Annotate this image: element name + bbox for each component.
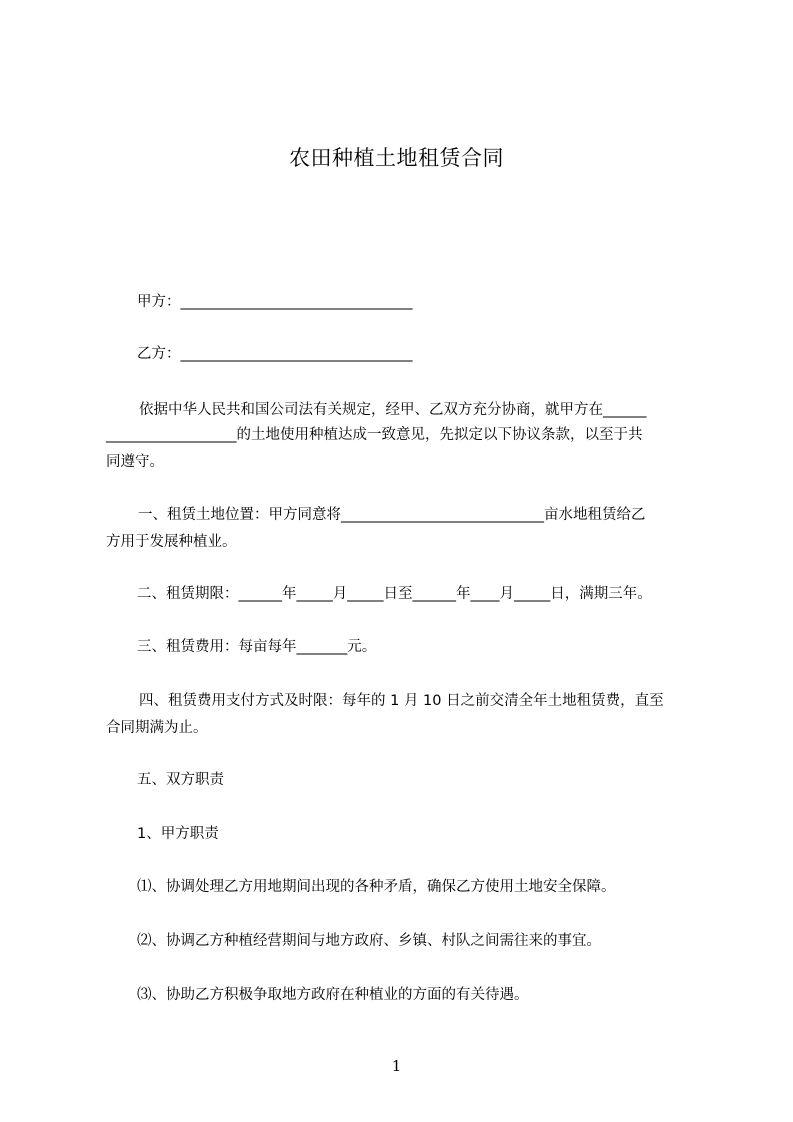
- clause-3: 三、租赁费用：每亩每年_______元。: [137, 639, 377, 655]
- clause-1-line-2: 方用于发展种植业。: [106, 534, 237, 550]
- clause-4-line-2: 合同期满为止。: [106, 720, 208, 736]
- intro-line-2: __________________的土地使用种植达成一致意见，先拟定以下协议条款，以至于共: [106, 427, 643, 443]
- document-title: 农田种植土地租赁合同: [289, 146, 504, 170]
- clause-5-heading: 五、双方职责: [137, 772, 224, 788]
- duty-item-1: ⑴、协调处理乙方用地期间出现的各种矛盾，确保乙方使用土地安全保障。: [137, 879, 616, 895]
- intro-line-1: 依据中华人民共和国公司法有关规定，经甲、乙双方充分协商，就甲方在______: [139, 402, 647, 418]
- party-b-line: 乙方：________________________________: [137, 346, 413, 362]
- clause-2: 二、租赁期限：______年_____月_____日至______年____月_____日，满期三年。: [137, 586, 652, 602]
- duty-item-2: ⑵、协调乙方种植经营期间与地方政府、乡镇、村队之间需往来的事宜。: [137, 933, 601, 949]
- clause-4-line-1: 四、租赁费用支付方式及时限：每年的 1 月 10 日之前交清全年土地租赁费，直至: [139, 693, 664, 709]
- clause-1-line-1: 一、租赁土地位置：甲方同意将____________________________亩水地租赁给乙: [138, 507, 646, 523]
- page-number: 1: [391, 1057, 402, 1075]
- duty-item-3: ⑶、协助乙方积极争取地方政府在种植业的方面的有关待遇。: [137, 987, 529, 1003]
- party-a-duties-heading: 1、甲方职责: [137, 826, 219, 842]
- party-a-line: 甲方：________________________________: [137, 294, 413, 310]
- intro-line-3: 同遵守。: [106, 454, 164, 470]
